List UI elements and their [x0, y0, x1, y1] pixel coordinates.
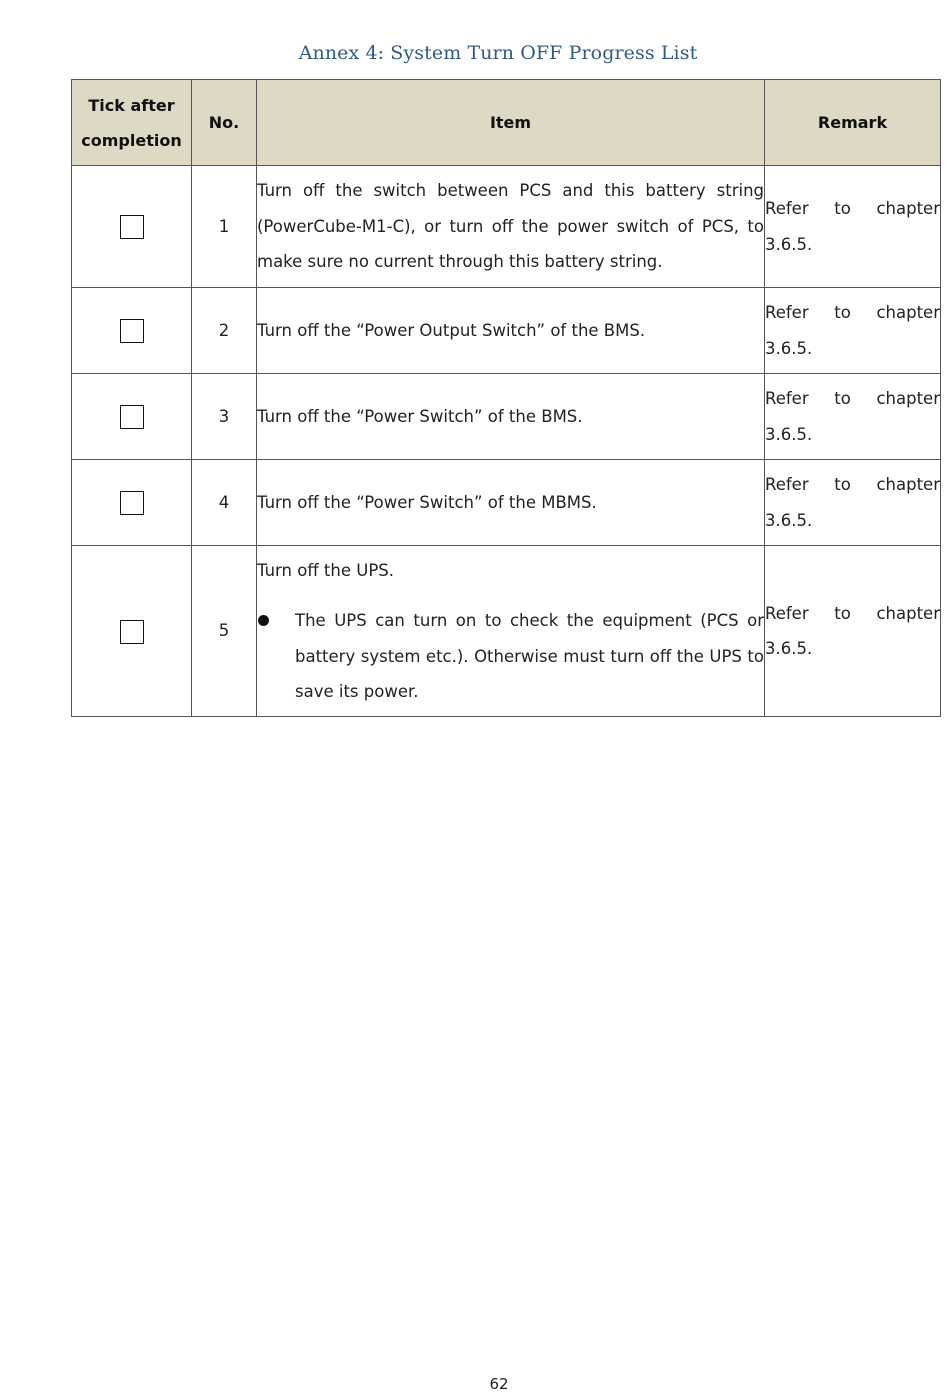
completion-checkbox[interactable]	[120, 215, 144, 239]
header-no: No.	[192, 80, 257, 166]
completion-checkbox[interactable]	[120, 491, 144, 515]
item-cell	[257, 166, 765, 288]
table-row	[72, 166, 941, 288]
header-tick-line2: completion	[81, 130, 182, 150]
remark-line2: 3.6.5.	[765, 338, 813, 358]
remark-line2: 3.6.5.	[765, 234, 813, 254]
page-title: Annex 4: System Turn OFF Progress List	[298, 42, 698, 64]
row-number: 5	[192, 546, 257, 717]
remark-cell	[765, 166, 941, 288]
progress-table	[71, 79, 941, 717]
remark-line1: Refer to chapter	[765, 603, 940, 623]
header-tick	[72, 80, 192, 166]
row-number: 3	[192, 374, 257, 460]
bullet-item	[257, 603, 764, 710]
completion-checkbox[interactable]	[120, 620, 144, 644]
item-text: Turn off the “Power Output Switch” of the BMS.	[257, 320, 646, 340]
row-number: 4	[192, 460, 257, 546]
row-number: 1	[192, 166, 257, 288]
header-tick-line1: Tick after	[88, 95, 175, 115]
page-number: 62	[489, 1375, 509, 1393]
remark-line1: Refer to chapter	[765, 389, 940, 408]
table-row	[72, 288, 941, 374]
remark-line2: 3.6.5.	[765, 510, 813, 530]
remark-cell	[765, 288, 941, 374]
tick-cell	[72, 166, 192, 288]
remark-line1: Refer to chapter	[765, 199, 940, 218]
tick-cell	[72, 546, 192, 717]
completion-checkbox[interactable]	[120, 319, 144, 343]
remark-line1: Refer to chapter	[765, 475, 940, 494]
item-cell	[257, 374, 765, 460]
completion-checkbox[interactable]	[120, 405, 144, 429]
row-number: 2	[192, 288, 257, 374]
table-row	[72, 374, 941, 460]
item-cell	[257, 546, 765, 717]
header-remark: Remark	[765, 80, 941, 166]
table-row	[72, 546, 941, 717]
item-text: Turn off the UPS.	[257, 560, 395, 580]
item-text: Turn off the switch between PCS and this battery string (PowerCube-M1-C), or turn off the power switch of PCS, to make sure no current through this battery string.	[257, 181, 764, 272]
table-row	[72, 460, 941, 546]
tick-cell	[72, 374, 192, 460]
bullet-dot-icon	[257, 603, 295, 710]
remark-cell	[765, 460, 941, 546]
item-text: Turn off the “Power Switch” of the MBMS.	[257, 492, 597, 512]
remark-line2: 3.6.5.	[765, 424, 813, 444]
bullet-text: The UPS can turn on to check the equipment (PCS or battery system etc.). Otherwise must turn off the UPS to save its power.	[295, 611, 764, 701]
remark-cell	[765, 374, 941, 460]
header-item: Item	[257, 80, 765, 166]
remark-line1: Refer to chapter	[765, 303, 940, 322]
remark-cell	[765, 546, 941, 717]
item-cell	[257, 288, 765, 374]
tick-cell	[72, 460, 192, 546]
item-cell	[257, 460, 765, 546]
remark-line2: 3.6.5.	[765, 639, 813, 658]
item-text: Turn off the “Power Switch” of the BMS.	[257, 406, 583, 426]
table-header-row	[72, 80, 941, 166]
tick-cell	[72, 288, 192, 374]
